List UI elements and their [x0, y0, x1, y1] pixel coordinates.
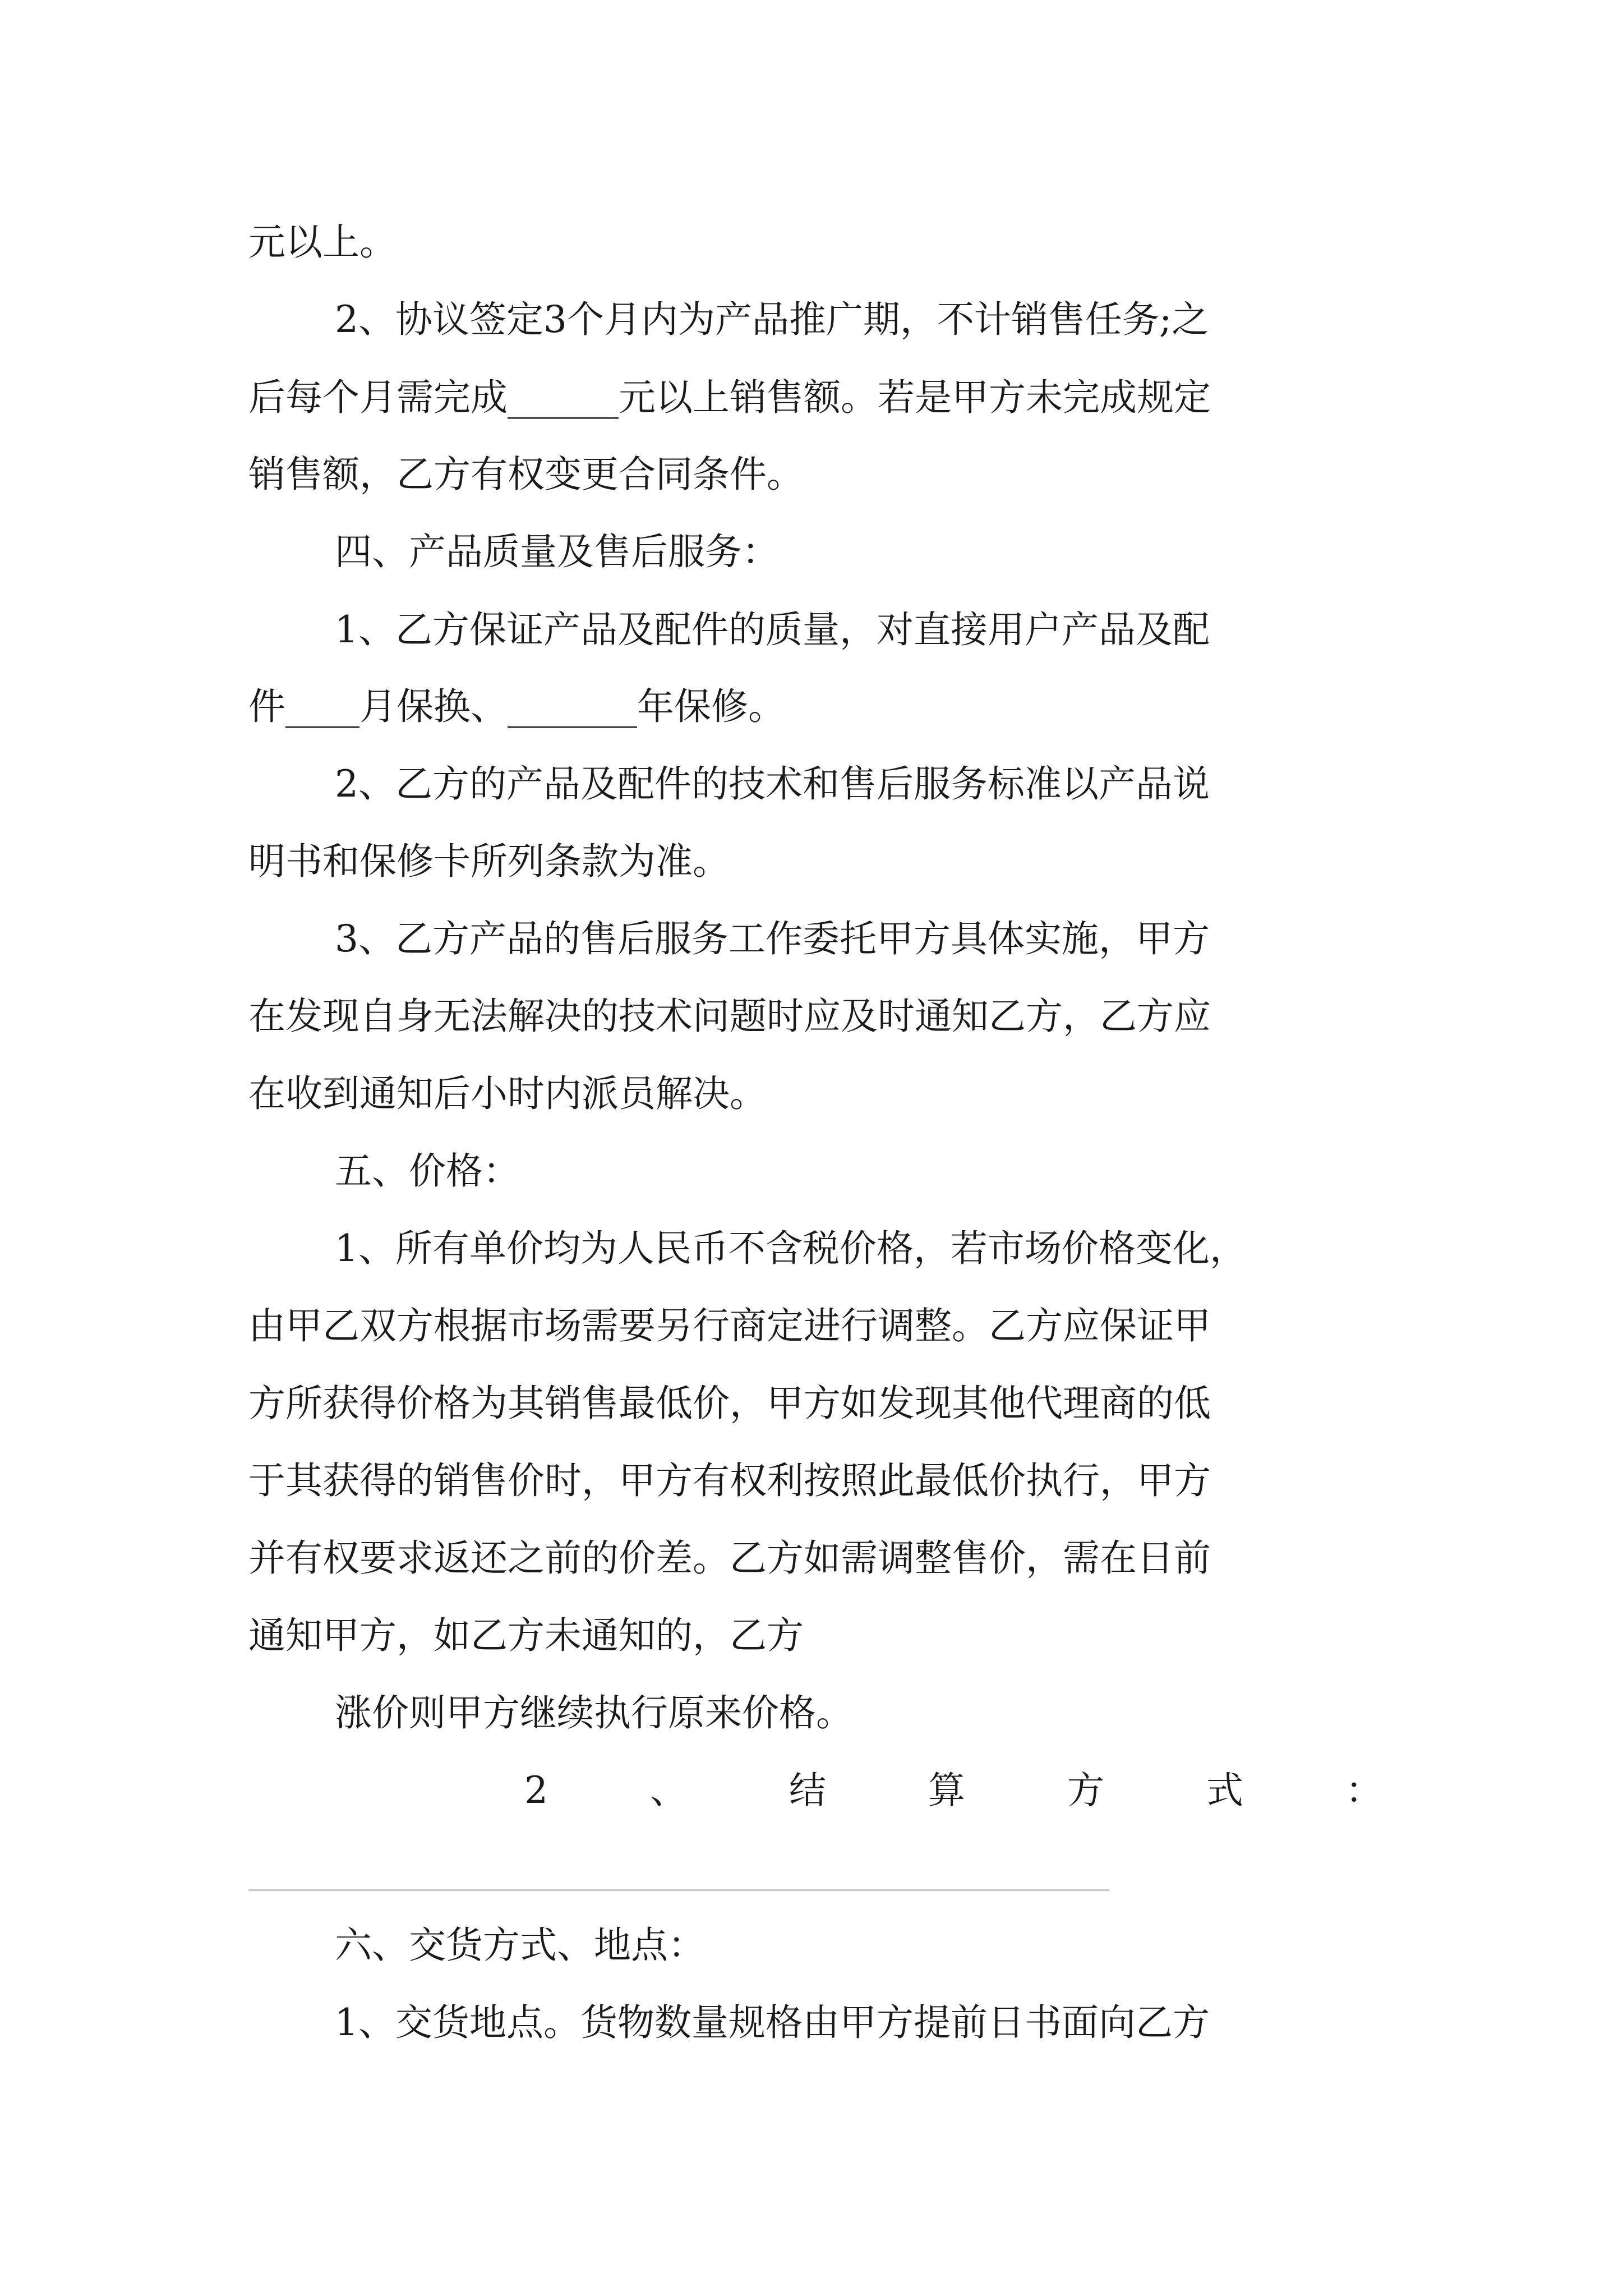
paragraph-line: 在发现自身无法解决的技术问题时应及时通知乙方，乙方应	[248, 995, 1211, 1038]
heading-char: ：	[1345, 1769, 1382, 1812]
heading-char: 算	[928, 1769, 965, 1812]
divider-line	[248, 1889, 1109, 1891]
paragraph-line: 涨价则甲方继续执行原来价格。	[335, 1691, 853, 1734]
heading-char: 结	[789, 1769, 826, 1812]
section-heading: 五、价格：	[335, 1149, 520, 1193]
paragraph-line: 元以上。	[248, 220, 396, 264]
paragraph-line: 于其获得的销售价时，甲方有权利按照此最低价执行，甲方	[248, 1459, 1211, 1502]
paragraph-line: 明书和保修卡所列条款为准。	[248, 840, 730, 883]
settlement-heading	[524, 1765, 1382, 1816]
paragraph-line: 通知甲方，如乙方未通知的，乙方	[248, 1614, 804, 1657]
paragraph-line: 2、乙方的产品及配件的技术和售后服务标准以产品说	[335, 762, 1210, 806]
paragraph-line: 1、所有单价均为人民币不含税价格，若市场价格变化，	[335, 1227, 1247, 1270]
paragraph-line: 2、协议签定3个月内为产品推广期，不计销售任务;之	[335, 298, 1209, 341]
paragraph-line: 由甲乙双方根据市场需要另行商定进行调整。乙方应保证甲	[248, 1304, 1211, 1347]
heading-char: 、	[650, 1769, 687, 1812]
heading-char: 方	[1067, 1769, 1104, 1812]
heading-char: 式	[1206, 1769, 1243, 1812]
paragraph-line: 方所获得价格为其销售最低价，甲方如发现其他代理商的低	[248, 1382, 1211, 1425]
paragraph-line: 后每个月需完成______元以上销售额。若是甲方未完成规定	[248, 376, 1211, 419]
paragraph-line: 1、交货地点。货物数量规格由甲方提前日书面向乙方	[335, 2001, 1210, 2044]
section-heading: 四、产品质量及售后服务：	[335, 530, 779, 573]
paragraph-line: 销售额，乙方有权变更合同条件。	[248, 453, 804, 496]
paragraph-line: 并有权要求返还之前的价差。乙方如需调整售价，需在日前	[248, 1536, 1211, 1580]
section-heading: 六、交货方式、地点：	[335, 1924, 705, 1967]
paragraph-line: 3、乙方产品的售后服务工作委托甲方具体实施，甲方	[335, 917, 1210, 960]
paragraph-line: 在收到通知后小时内派员解决。	[248, 1072, 767, 1115]
paragraph-line: 件____月保换、_______年保修。	[248, 685, 785, 728]
heading-char: 2	[524, 1769, 548, 1812]
paragraph-line: 1、乙方保证产品及配件的质量，对直接用户产品及配	[335, 608, 1210, 651]
